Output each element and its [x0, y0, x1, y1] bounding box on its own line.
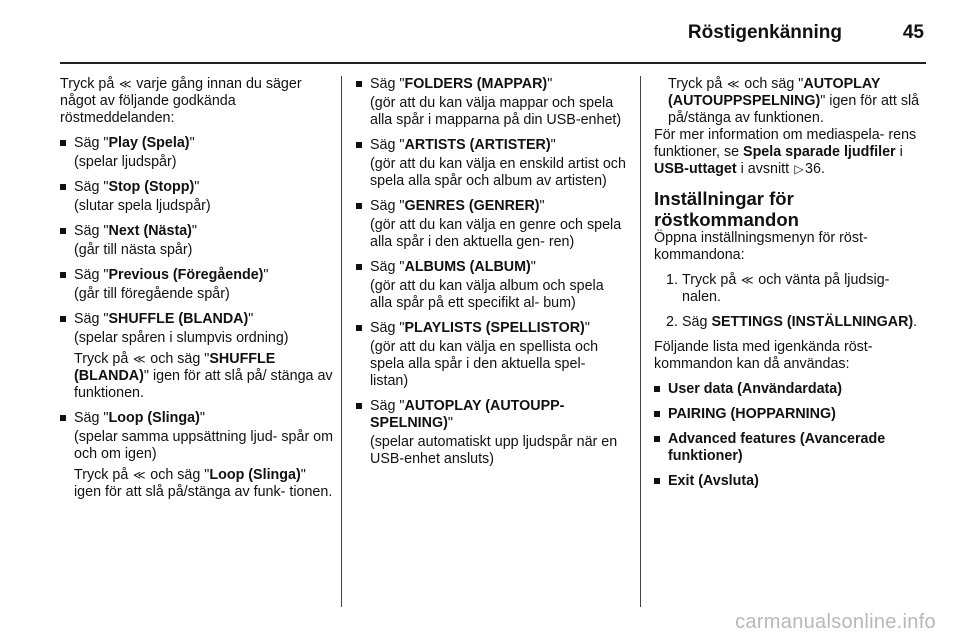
list-item: Säg "Stop (Stopp)" (slutar spela ljudspår) [60, 179, 334, 215]
intro-paragraph: Tryck på ≪ varje gång innan du säger något av följande godkända röstmeddelanden: [60, 76, 302, 126]
list-item: Advanced features (Avancerade funktioner) [654, 431, 924, 465]
watermark: carmanualsonline.info [735, 611, 936, 633]
column-3 [654, 76, 924, 498]
numbered-step: 2. Säg SETTINGS (INSTÄLLNINGAR). [666, 314, 918, 330]
page-header [0, 0, 960, 62]
page-number: 45 [902, 22, 924, 43]
media-info-paragraph: För mer information om mediaspela- rens funktioner, se Spela sparade ljudfiler i USB-uttaget i avsnitt ▷36. [654, 127, 917, 177]
column-divider [640, 76, 641, 607]
commands-intro: Följande lista med igenkända röst- kommandon kan då användas: [654, 339, 873, 372]
list-item: Säg "Play (Spela)" (spelar ljudspår) [60, 135, 334, 171]
list-item: PAIRING (HOPPARNING) [654, 406, 924, 423]
continued-paragraph: Tryck på ≪ och säg "AUTOPLAY (AUTOUPPSPELNING)" igen för att slå på/stänga av funktionen. [668, 76, 920, 126]
list-item: User data (Användardata) [654, 381, 924, 398]
list-item: Säg "ARTISTS (ARTISTER)" (gör att du kan välja en enskild artist och spela alla spår och album av artisten) [356, 137, 626, 190]
column-divider [341, 76, 342, 607]
list-item: Säg "PLAYLISTS (SPELLISTOR)" (gör att du kan välja en spellista och spela alla spår i den aktuella spel- listan) [356, 320, 626, 390]
list-item: Säg "Next (Nästa)" (går till nästa spår) [60, 223, 334, 259]
list-item: Säg "AUTOPLAY (AUTOUPP- SPELNING)" (spelar automatiskt upp ljudspår när en USB-enhet ansluts) [356, 398, 626, 468]
cross-reference-link: Spela sparade ljudfiler [743, 144, 896, 160]
page-ref-arrow-icon: ▷ [794, 162, 804, 176]
column-1 [60, 76, 334, 509]
voice-control-icon: ≪ [727, 77, 740, 91]
page-title: Röstigenkänning [687, 22, 842, 43]
list-item: Säg "ALBUMS (ALBUM)" (gör att du kan välja album och spela alla spår på ett specifikt al- bum) [356, 259, 626, 312]
list-item: Säg "SHUFFLE (BLANDA)" (spelar spåren i slumpvis ordning) Tryck på ≪ och säg "SHUFFLE (BLANDA)" igen för att slå på/ stänga av funktionen. [60, 311, 334, 402]
section-heading: Inställningar för röstkommandon [654, 188, 799, 230]
voice-control-icon: ≪ [133, 352, 146, 366]
column-2 [356, 76, 626, 476]
list-item: Säg "Loop (Slinga)" (spelar samma uppsättning ljud- spår om och om igen) Tryck på ≪ och säg "Loop (Slinga)" igen för att slå på/stänga av funk- tionen. [60, 410, 334, 501]
list-item: Säg "GENRES (GENRER)" (gör att du kan välja en genre och spela alla spår i den aktuella gen- ren) [356, 198, 626, 251]
voice-control-icon: ≪ [119, 77, 132, 91]
list-item: Säg "FOLDERS (MAPPAR)" (gör att du kan välja mappar och spela alla spår i mapparna på din USB-enhet) [356, 76, 626, 129]
header-rule [60, 62, 926, 64]
settings-intro: Öppna inställningsmenyn för röst- kommandona: [654, 230, 868, 263]
numbered-step: 1. Tryck på ≪ och vänta på ljudsig- nalen. [666, 272, 890, 305]
list-item: Exit (Avsluta) [654, 473, 924, 490]
list-item: Säg "Previous (Föregående)" (går till föregående spår) [60, 267, 334, 303]
voice-control-icon: ≪ [741, 273, 754, 287]
voice-control-icon: ≪ [133, 468, 146, 482]
cross-reference-link: USB-uttaget [654, 161, 737, 177]
